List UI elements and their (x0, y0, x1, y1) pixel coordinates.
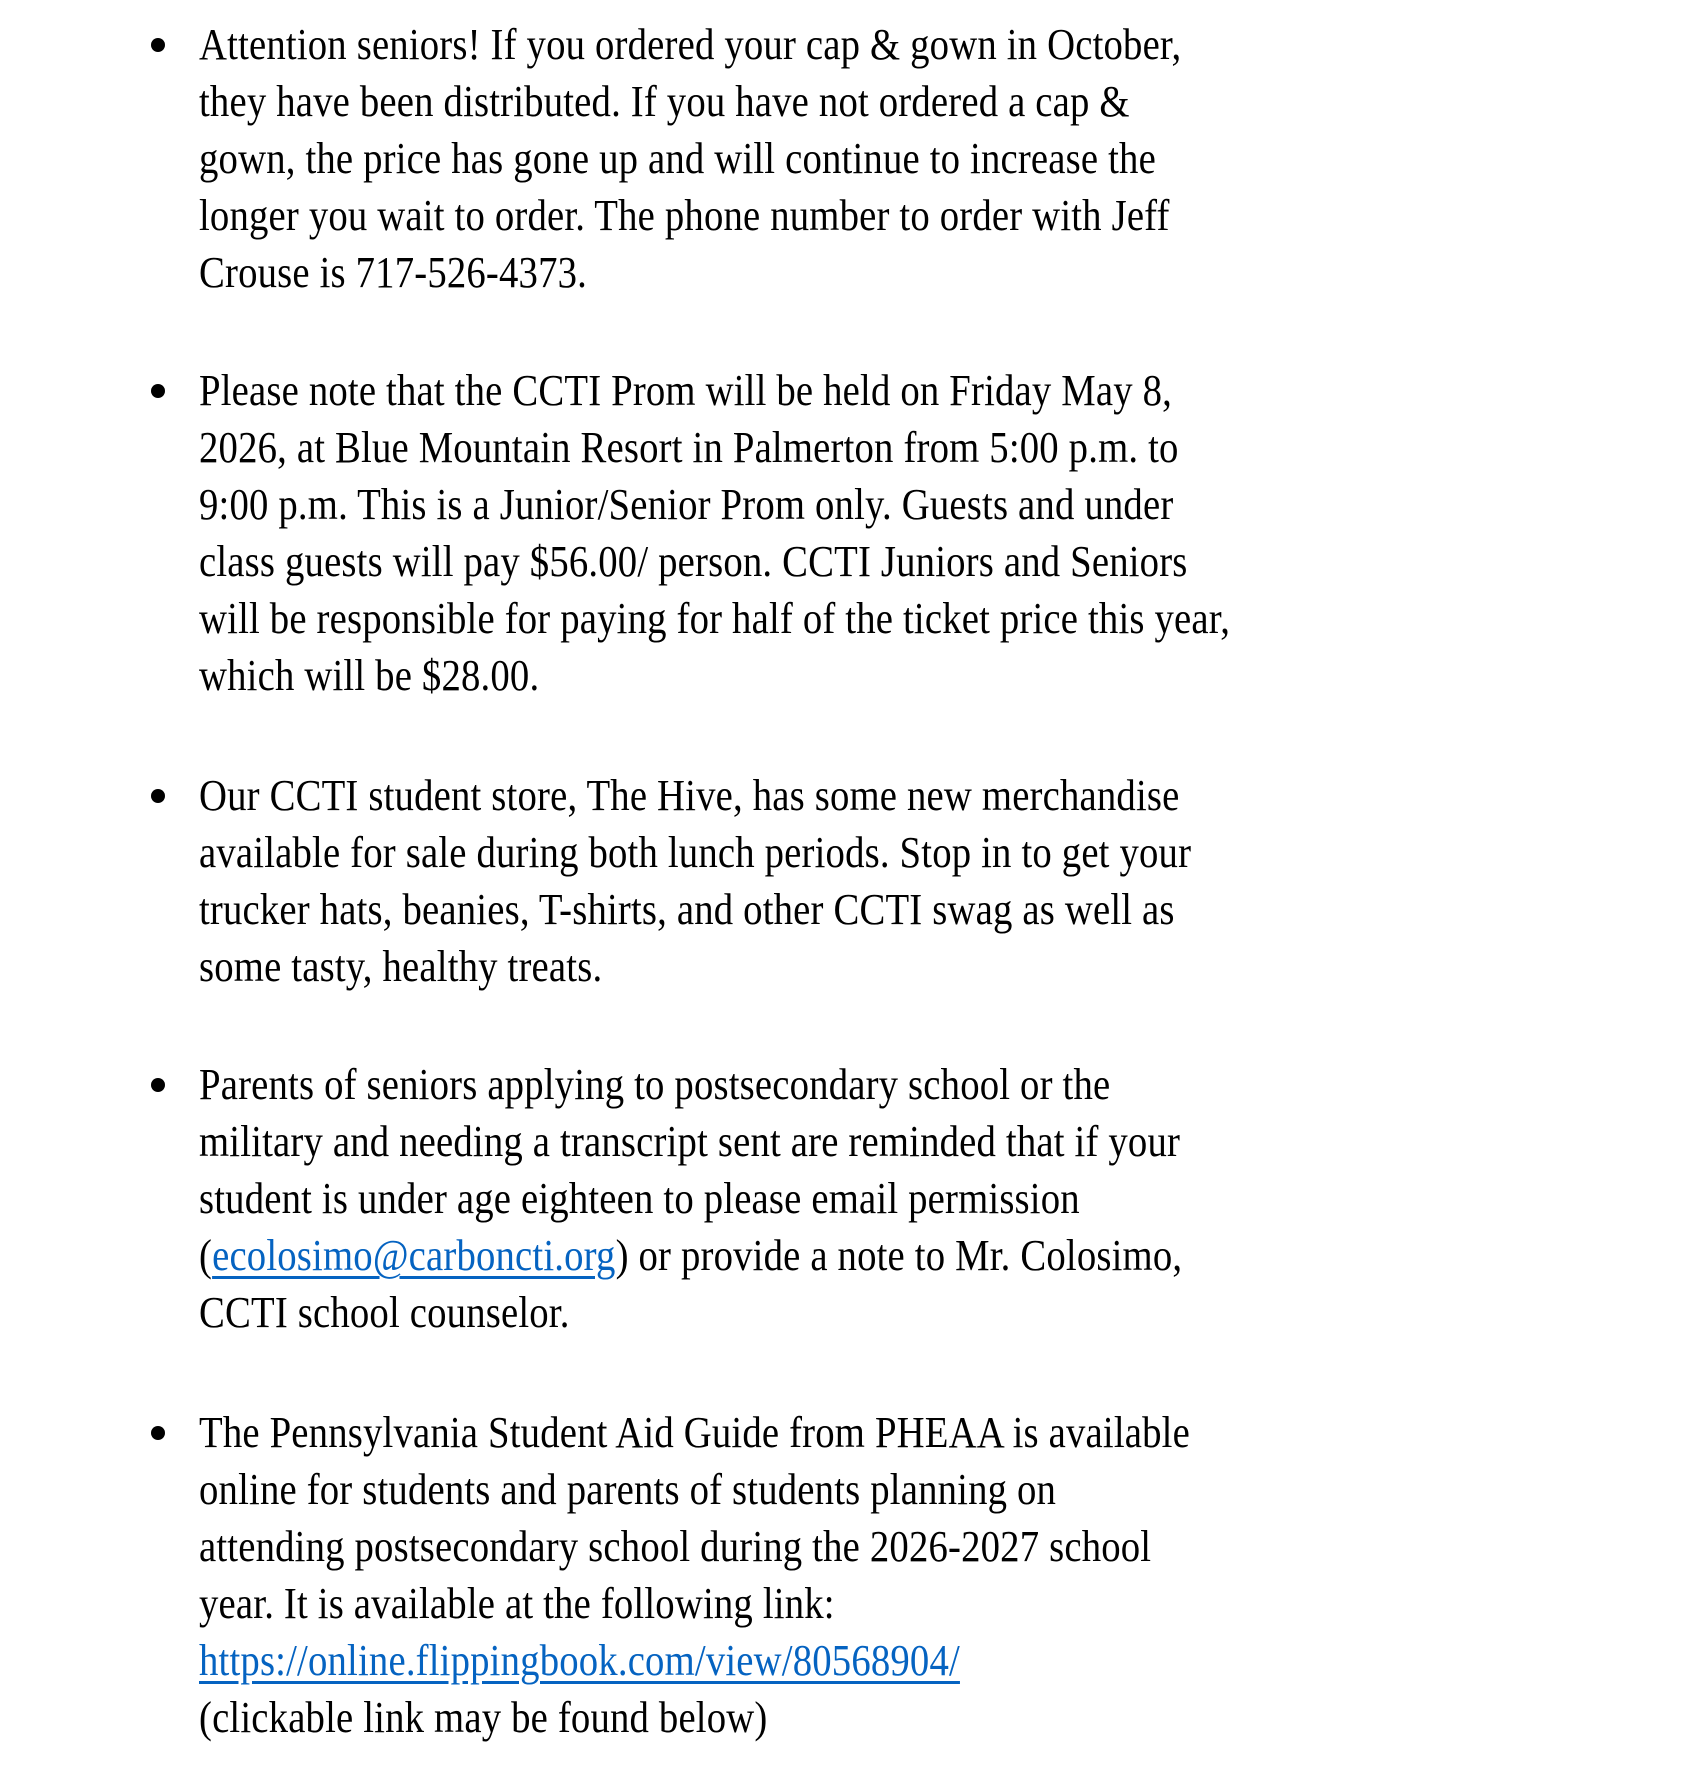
url-line (199, 1632, 960, 1689)
bullet-icon (151, 1426, 165, 1440)
flippingbook-link[interactable]: https://online.flippingbook.com/view/80568904/ (199, 1636, 960, 1685)
text-line: Crouse is 717-526-4373. (199, 248, 587, 297)
email-suffix: ) or provide a note to Mr. Colosimo, (615, 1231, 1183, 1280)
bullet-icon (151, 1078, 165, 1092)
text-line: Attention seniors! If you ordered your cap & gown in October, (199, 20, 1182, 69)
text-line: Our CCTI student store, The Hive, has some new merchandise (199, 771, 1180, 820)
bullet-icon (151, 38, 165, 52)
text-line: 9:00 p.m. This is a Junior/Senior Prom only. Guests and under (199, 480, 1174, 529)
email-prefix: ( (199, 1231, 213, 1280)
text-line: 2026, at Blue Mountain Resort in Palmerton from 5:00 p.m. to (199, 423, 1179, 472)
text-line: Parents of seniors applying to postsecondary school or the (199, 1060, 1111, 1109)
text-line: which will be $28.00. (199, 651, 540, 700)
text-line: attending postsecondary school during the 2026-2027 school (199, 1522, 1152, 1571)
text-line: gown, the price has gone up and will continue to increase the (199, 134, 1156, 183)
text-line: military and needing a transcript sent are reminded that if your (199, 1117, 1181, 1166)
text-line: year. It is available at the following link: (199, 1579, 835, 1628)
text-line: The Pennsylvania Student Aid Guide from PHEAA is available (199, 1408, 1190, 1457)
text-line: will be responsible for paying for half of the ticket price this year, (199, 594, 1231, 643)
email-link[interactable]: ecolosimo@carboncti.org (212, 1231, 616, 1280)
text-line: online for students and parents of students planning on (199, 1465, 1057, 1514)
email-line (199, 1227, 1182, 1284)
text-line: some tasty, healthy treats. (199, 942, 603, 991)
text-line: longer you wait to order. The phone number to order with Jeff (199, 191, 1170, 240)
text-line: available for sale during both lunch periods. Stop in to get your (199, 828, 1192, 877)
text-line: class guests will pay $56.00/ person. CCTI Juniors and Seniors (199, 537, 1188, 586)
text-line: CCTI school counselor. (199, 1288, 570, 1337)
text-line: trucker hats, beanies, T-shirts, and other CCTI swag as well as (199, 885, 1175, 934)
text-line: they have been distributed. If you have not ordered a cap & (199, 77, 1130, 126)
bullet-icon (151, 384, 165, 398)
text-line: student is under age eighteen to please email permission (199, 1174, 1080, 1223)
text-line: (clickable link may be found below) (199, 1693, 768, 1742)
bullet-icon (151, 789, 165, 803)
text-line: Please note that the CCTI Prom will be held on Friday May 8, (199, 366, 1173, 415)
